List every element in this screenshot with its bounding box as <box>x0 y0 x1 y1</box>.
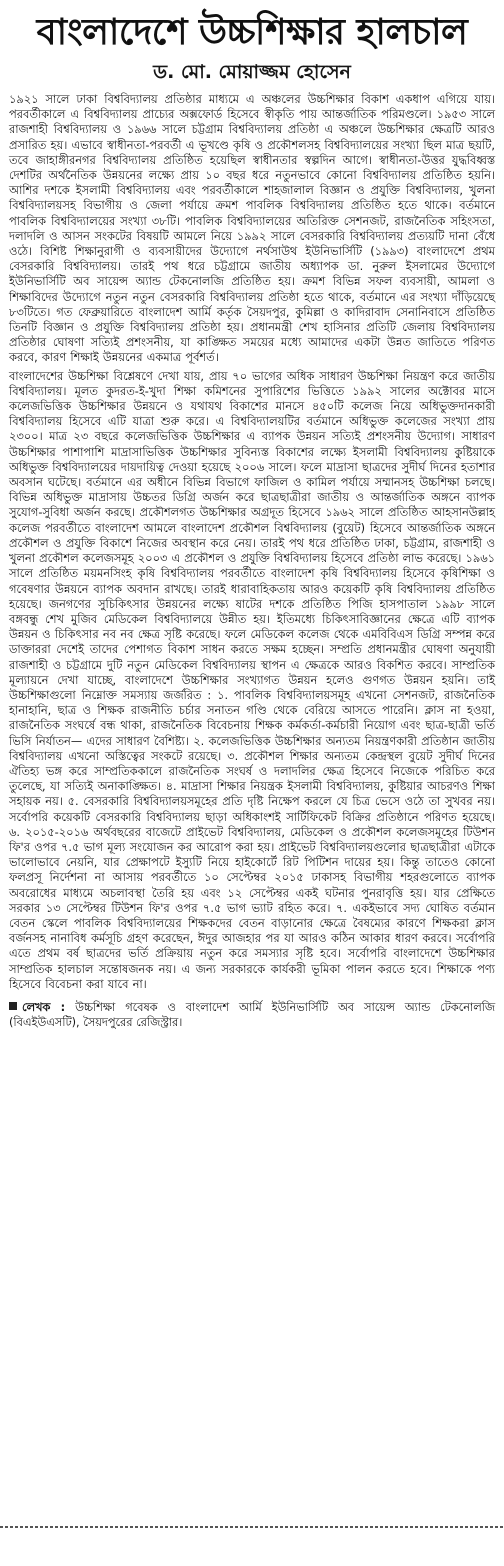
article-byline: ড. মো. মোয়াজ্জম হোসেন <box>153 61 351 83</box>
author-note-lead: লেখক : <box>22 1000 66 1014</box>
article-paragraph-1: ১৯২১ সালে ঢাকা বিশ্ববিদ্যালয় প্রতিষ্ঠার মাধ্যমে এ অঞ্চলের উচ্চশিক্ষার বিকাশ একধাপ এগিয়ে যায়। পরবর্তীকালে এ বিশ্ববিদ্যালয় প্রাচ্যের অক্সফোর্ড হিসেবে স্বীকৃতি পায় আন্তর্জাতিক পরিমণ্ডলে। ১৯৫৩ সালে রাজশাহী বিশ্ববিদ্যালয় ও ১৯৬৬ সালে চট্টগ্রাম বিশ্ববিদ্যালয় প্রতিষ্ঠা এ অঞ্চলে উচ্চশিক্ষার ক্ষেত্রটি আরও প্রসারিত হয়। এভাবে স্বাধীনতা-পরবর্তী এ ভূখণ্ডে কৃষি ও প্রকৌশলসহ বিশ্ববিদ্যালয়ের সংখ্যা ছিল মাত্র ছয়টি, তবে জাহাঙ্গীরনগর বিশ্ববিদ্যালয় প্রতিষ্ঠিত হয়েছিল স্বাধীনতার স্বল্পদিন আগে। স্বাধীনতা-উত্তর যুদ্ধবিধ্বস্ত দেশটির অর্থনৈতিক উন্নয়নের লক্ষ্যে প্রায় ১০ বছর ধরে নতুনভাবে কোনো বিশ্ববিদ্যালয় প্রতিষ্ঠিত হয়নি। আশির দশকে ইসলামী বিশ্ববিদ্যালয় এবং পরবর্তীকালে শাহজালাল বিজ্ঞান ও প্রযুক্তি বিশ্ববিদ্যালয়, খুলনা বিশ্ববিদ্যালয়সহ বিভাগীয় ও জেলা পর্যায়ে ক্রমশ পাবলিক বিশ্ববিদ্যালয় প্রতিষ্ঠিত হতে থাকে। বর্তমানে পাবলিক বিশ্ববিদ্যালয়ের সংখ্যা ৩৮টি। পাবলিক বিশ্ববিদ্যালয়ের অতিরিক্ত সেশনজট, রাজনৈতিক সহিংসতা, দলাদলি ও আসন সংকটের বিষয়টি আমলে নিয়ে ১৯৯২ সালে বেসরকারি বিশ্ববিদ্যালয় প্রত্যয়টি দানা বেঁধে ওঠে। বিশিষ্ট শিক্ষানুরাগী ও ব্যবসায়ীদের উদ্যোগে নর্থসাউথ ইউনিভার্সিটি (১৯৯৩) বাংলাদেশে প্রথম বেসরকারি বিশ্ববিদ্যালয়। তারই পথ ধরে চট্টগ্রামে জাতীয় অধ্যাপক ডা. নুরুল ইসলামের উদ্যোগে ইউনিভার্সিটি অব সায়েন্স অ্যান্ড টেকনোলজি প্রতিষ্ঠিত হয়। ক্রমশ বিভিন্ন সফল ব্যবসায়ী, আমলা ও শিক্ষাবিদের উদ্যোগে নতুন নতুন বেসরকারি বিশ্ববিদ্যালয় প্রতিষ্ঠা হতে থাকে, বর্তমানে এর সংখ্যা দাঁড়িয়েছে ৮৩টিতে। গত ফেব্রুয়ারিতে বাংলাদেশ আর্মি কর্তৃক সৈয়দপুর, কুমিল্লা ও কাদিরাবাদ সেনানিবাসে প্রতিষ্ঠিত তিনটি বিজ্ঞান ও প্রযুক্তি বিশ্ববিদ্যালয় প্রতিষ্ঠা হয়। প্রধানমন্ত্রী শেখ হাসিনার প্রতিটি জেলায় বিশ্ববিদ্যালয় প্রতিষ্ঠার ঘোষণা সত্যিই প্রশংসনীয়, যা কাঙ্ক্ষিত সময়ের মধ্যে আমাদের একটা উন্নত জাতিতে পরিণত করবে, কারণ শিক্ষাই উন্নয়নের একমাত্র পূর্বশর্ত। <box>9 93 495 365</box>
author-note <box>9 1000 495 1030</box>
article-headline: বাংলাদেশে উচ্চশিক্ষার হালচাল <box>36 11 468 53</box>
article-body <box>0 92 504 1030</box>
square-bullet-icon <box>9 1002 17 1010</box>
author-note-text: উচ্চশিক্ষা গবেষক ও বাংলাদেশ আর্মি ইউনিভার্সিটি অব সায়েন্স অ্যান্ড টেকনোলজি (বিএইউএসটি), সৈয়দপুরের রেজিস্ট্রার। <box>9 1000 495 1030</box>
bottom-dotted-rule <box>0 1526 504 1528</box>
article-paragraph-2: বাংলাদেশের উচ্চশিক্ষা বিশ্লেষণে দেখা যায়, প্রায় ৭০ ভাগের অধিক সাধারণ উচ্চশিক্ষা নিয়ন্ত্রণ করে জাতীয় বিশ্ববিদ্যালয়। মূলত কুদরত-ই-খুদা শিক্ষা কমিশনের সুপারিশের ভিত্তিতে ১৯৯২ সালের অক্টোবর মাসে কলেজভিত্তিক উচ্চশিক্ষার উন্নয়নে ও যথাযথ বিকাশের মানসে ৪৫০টি কলেজ নিয়ে অধিভুক্তদানকারী বিশ্ববিদ্যালয় হিসেবে এটি যাত্রা শুরু করে। এ বিশ্ববিদ্যালয়টির বর্তমানে অধিভুক্ত কলেজের সংখ্যা প্রায় ২৩০০। মাত্র ২৩ বছরে কলেজভিত্তিক উচ্চশিক্ষার এ ব্যাপক উন্নয়ন সত্যিই প্রশংসনীয় উদ্যোগ। সাধারণ উচ্চশিক্ষার পাশাপাশি মাদ্রাসাভিত্তিক উচ্চশিক্ষার সুবিন্যস্ত বিকাশের লক্ষ্যে ইসলামী বিশ্ববিদ্যালয় কুষ্টিয়াকে অধিভুক্ত বিশ্ববিদ্যালয়ের দায়দায়িত্ব দেওয়া হয়েছে ২০০৬ সালে। ফলে মাদ্রাসা ছাত্রদের সুদীর্ঘ দিনের হতাশার অবসান ঘটেছে। বর্তমানে এর অধীনে বিভিন্ন বিভাগে ফাজিল ও কামিল পর্যায়ে সম্মানসহ উচ্চশিক্ষা চলছে। বিভিন্ন অধিভুক্ত মাদ্রাসায় উচ্চতর ডিগ্রি অর্জন করে ছাত্রছাত্রীরা জাতীয় ও আন্তর্জাতিক অঙ্গনে ব্যাপক সুযোগ-সুবিধা অর্জন করছে। প্রকৌশলগত উচ্চশিক্ষার অগ্রদূত হিসেবে ১৯৬২ সালে প্রতিষ্ঠিত আহসানউল্লাহ কলেজ পরবর্তীতে বাংলাদেশ আমলে বাংলাদেশ প্রকৌশল বিশ্ববিদ্যালয় (বুয়েট) হিসেবে আন্তর্জাতিক অঙ্গনে প্রকৌশল ও প্রযুক্তি বিকাশে নিজের অবস্থান করে নেয়। তারই পথ ধরে প্রতিষ্ঠিত ঢাকা, চট্টগ্রাম, রাজশাহী ও খুলনা প্রকৌশল কলেজসমূহ ২০০৩ এ প্রকৌশল ও প্রযুক্তি বিশ্ববিদ্যালয় হিসেবে প্রতিষ্ঠা লাভ করেছে। ১৯৬১ সালে প্রতিষ্ঠিত ময়মনসিংহ কৃষি বিশ্ববিদ্যালয় পরবর্তীতে বাংলাদেশ কৃষি বিশ্ববিদ্যালয় হিসেবে কৃষিশিক্ষা ও গবেষণার উন্নয়নে ব্যাপক অবদান রাখছে। তারই ধারাবাহিকতায় আরও কয়েকটি কৃষি বিশ্ববিদ্যালয় প্রতিষ্ঠিত হয়েছে। জনগণের সুচিকিৎসার উন্নয়নের লক্ষ্যে ষাটের দশকে প্রতিষ্ঠিত পিজি হাসপাতাল ১৯৯৮ সালে বঙ্গবন্ধু শেখ মুজিব মেডিকেল বিশ্ববিদ্যালয়ে উন্নীত হয়। ইতিমধ্যে চিকিৎসাবিজ্ঞানের ক্ষেত্রে এটি ব্যাপক উন্নয়ন ও চিকিৎসার নব নব ক্ষেত্র সৃষ্টি করেছে। ফলে মেডিকেল কলেজ থেকে এমবিবিএস ডিগ্রি সম্পন্ন করে ডাক্তাররা দেশেই তাদের পেশাগত বিকাশ সাধন করতে সক্ষম হচ্ছেন। সম্প্রতি প্রধানমন্ত্রীর ঘোষণা অনুযায়ী রাজশাহী ও চট্টগ্রামে দুটি নতুন মেডিকেল বিশ্ববিদ্যালয় স্থাপন এ ক্ষেত্রকে আরও বিকশিত করবে। সাম্প্রতিক মূল্যায়নে দেখা যাচ্ছে, বাংলাদেশে উচ্চশিক্ষার সংখ্যাগত উন্নয়ন হলেও গুণগত উন্নয়ন হয়নি। তাই উচ্চশিক্ষাগুলো নিম্নোক্ত সমস্যায় জর্জরিত : ১. পাবলিক বিশ্ববিদ্যালয়সমূহ এখনো সেশনজট, রাজনৈতিক হানাহানি, ছাত্র ও শিক্ষক রাজনীতি চর্চার সনাতন গণ্ডি থেকে বেরিয়ে আসতে পারেনি। ক্লাস না হওয়া, রাজনৈতিক সংঘর্ষে বন্ধ থাকা, রাজনৈতিক বিবেচনায় শিক্ষক কর্মকর্তা-কর্মচারী নিয়োগ এবং ছাত্র-ছাত্রী ভর্তি ভিসি নির্যাতন— এদের সাধারণ বৈশিষ্ট্য। ২. কলেজভিত্তিক উচ্চশিক্ষার অন্যতম নিয়ন্ত্রণকারী প্রতিষ্ঠান জাতীয় বিশ্ববিদ্যালয় এখনো অস্তিত্বের সংকটে রয়েছে। ৩. প্রকৌশল শিক্ষার অন্যতম কেন্দ্রস্থল বুয়েট সুদীর্ঘ দিনের ঐতিহ্য ভঙ্গ করে সাম্প্রতিককালে রাজনৈতিক সংঘর্ষ ও দলাদলির ক্ষেত্র হিসেবে নিজেকে পরিচিত করে তুলেছে, যা সত্যিই অনাকাঙ্ক্ষিত। ৪. মাদ্রাসা শিক্ষার নিয়ন্ত্রক ইসলামী বিশ্ববিদ্যালয়, কুষ্টিয়ার আচরণও শিক্ষা সহায়ক নয়। ৫. বেসরকারি বিশ্ববিদ্যালয়সমূহের প্রতি দৃষ্টি নিক্ষেপ করলে যে চিত্র ভেসে ওঠে তা সুখবর নয়। সর্বোপরি কয়েকটি বেসরকারি বিশ্ববিদ্যালয় ছাড়া অধিকাংশই সার্টিফিকেট বিক্রির প্রতিষ্ঠানে পরিণত হয়েছে। ৬. ২০১৫-২০১৬ অর্থবছরের বাজেটে প্রাইভেট বিশ্ববিদ্যালয়, মেডিকেল ও প্রকৌশল কলেজসমূহের টিউশন ফি'র ওপর ৭.৫ ভাগ মূল্য সংযোজন কর আরোপ করা হয়। প্রাইভেট বিশ্ববিদ্যালয়গুলোর ছাত্রছাত্রীরা এটাকে ভালোভাবে নেয়নি, যার প্রেক্ষাপটে ইস্যুটি নিয়ে হাইকোর্টে রিট পিটিশন দায়ের হয়। কিন্তু তাতেও কোনো ফলপ্রসূ নির্দেশনা না আসায় পরবর্তীতে ১০ সেপ্টেম্বর ২০১৫ ঢাকাসহ বিভাগীয় শহরগুলোতে ব্যাপক অবরোধের মাধ্যমে অচলাবস্থা তৈরি হয় এবং ১২ সেপ্টেম্বর একই ঘটনার পুনরাবৃত্তি হয়। যার প্রেক্ষিতে সরকার ১৩ সেপ্টেম্বর টিউশন ফি'র ওপর ৭.৫ ভাগ ভ্যাট রহিত করে। ৭. একইভাবে সদ্য ঘোষিত বর্তমান বেতন স্কেলে পাবলিক বিশ্ববিদ্যালয়ের শিক্ষকদের বেতন বাড়ানোর ক্ষেত্রে বৈষম্যের কারণে শিক্ষকরা ক্লাস বর্জনসহ নানাবিধ কর্মসূচি গ্রহণ করেছেন, ঈদুর আজহার পর যা আরও কঠিন আকার ধারণ করবে। সর্বোপরি এতে প্রথম বর্ষ ছাত্রদের ভর্তি প্রক্রিয়ায় নতুন করে সমস্যার সৃষ্টি হবে। সর্বোপরি বাংলাদেশে উচ্চশিক্ষার সাম্প্রতিক হালচাল সন্তোষজনক নয়। এ জন্য সরকারকে কার্যকরী ভূমিকা পালন করতে হবে। শিক্ষাকে পণ্য হিসেবে বিবেচনা করা যাবে না। <box>9 369 495 991</box>
